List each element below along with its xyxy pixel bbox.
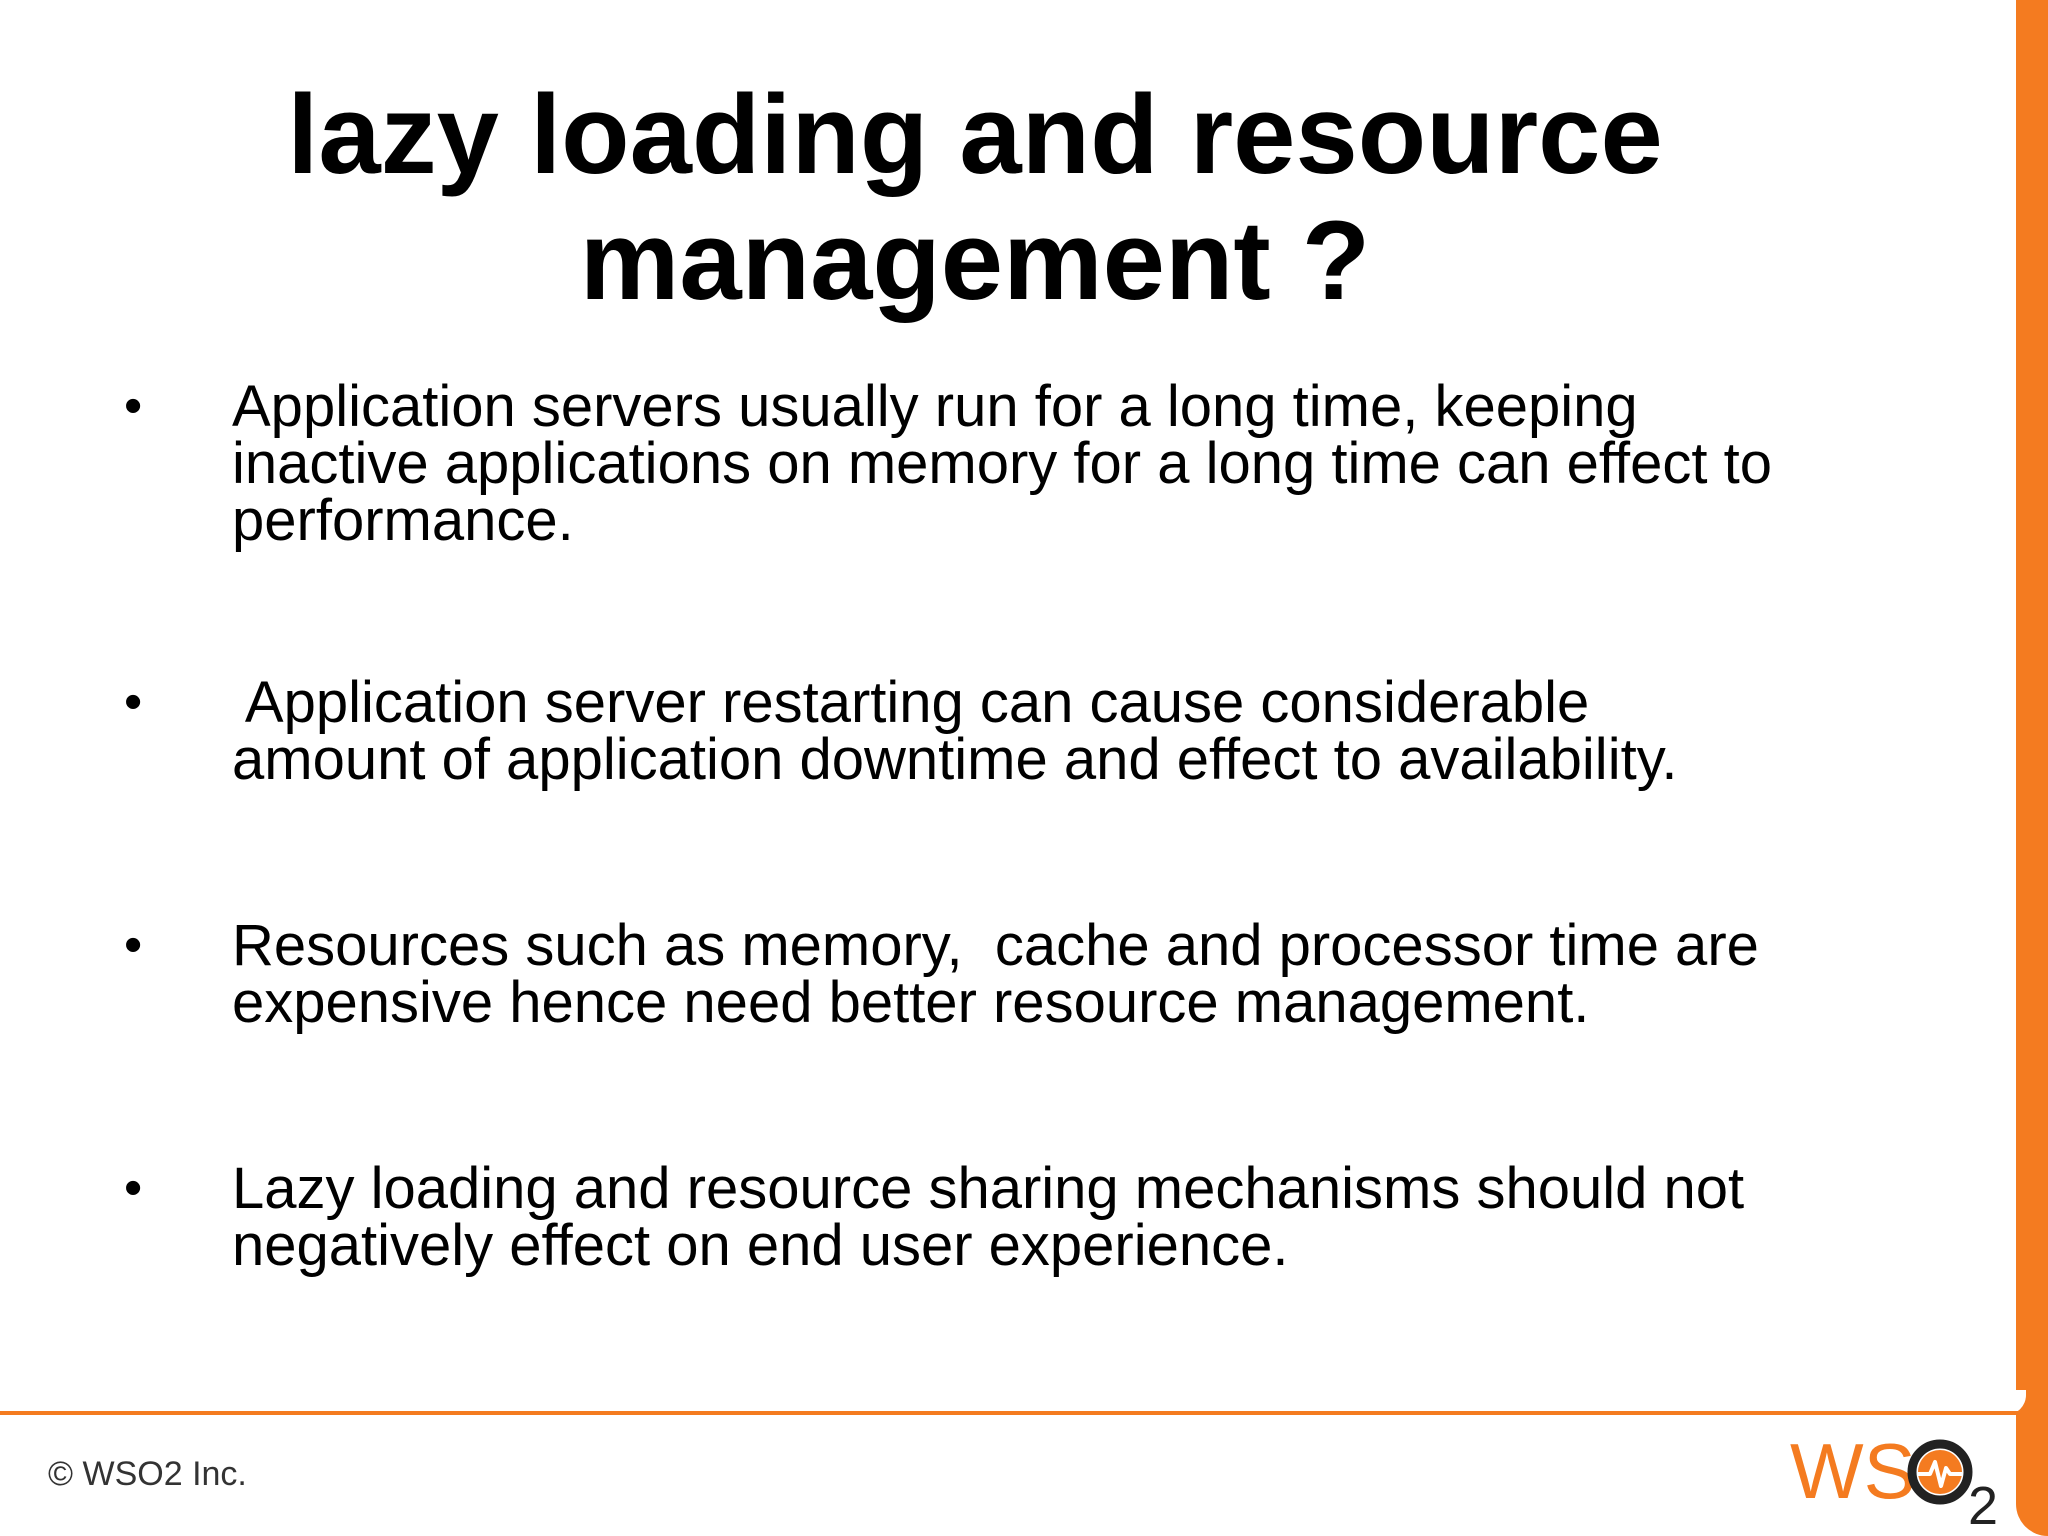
bullet-line: Lazy loading and resource sharing mechanisms should not bbox=[232, 1156, 1745, 1221]
logo-text-main: WS bbox=[1790, 1428, 1916, 1515]
bullet-item bbox=[124, 1156, 2012, 1278]
bullet-item bbox=[124, 374, 2012, 553]
bullet-line: expensive hence need better resource management. bbox=[232, 970, 1590, 1035]
bullet-dot: • bbox=[124, 916, 143, 974]
bullet-line: Application servers usually run for a long time, keeping bbox=[232, 374, 1638, 439]
wso2-logo bbox=[1790, 1428, 2010, 1528]
logo-o-heartbeat-icon bbox=[1912, 1444, 1968, 1500]
bullet-item bbox=[124, 913, 2012, 1035]
bullet-dot: • bbox=[124, 377, 143, 435]
slide-title bbox=[150, 72, 1800, 324]
bullet-line: negatively effect on end user experience. bbox=[232, 1213, 1289, 1278]
slide-title-line-1: lazy loading and resource bbox=[287, 72, 1663, 197]
bullet-line: Application server restarting can cause considerable bbox=[232, 670, 1590, 735]
bullet-line: inactive applications on memory for a long time can effect to bbox=[232, 431, 1772, 496]
bullet-line: Resources such as memory, cache and processor time are bbox=[232, 913, 1759, 978]
copyright-text: © WSO2 Inc. bbox=[48, 1455, 247, 1493]
orange-frame-bottom-rule bbox=[0, 1411, 2020, 1415]
bullet-item bbox=[124, 670, 2012, 792]
bullet-line: amount of application downtime and effect to availability. bbox=[232, 727, 1678, 792]
logo-text-sub: 2 bbox=[1968, 1476, 1999, 1528]
bullet-dot: • bbox=[124, 673, 143, 731]
bullet-line: performance. bbox=[232, 488, 574, 553]
bullet-dot: • bbox=[124, 1159, 143, 1217]
slide-title-line-2: management ? bbox=[579, 198, 1371, 323]
orange-frame-right bbox=[2016, 0, 2048, 1536]
